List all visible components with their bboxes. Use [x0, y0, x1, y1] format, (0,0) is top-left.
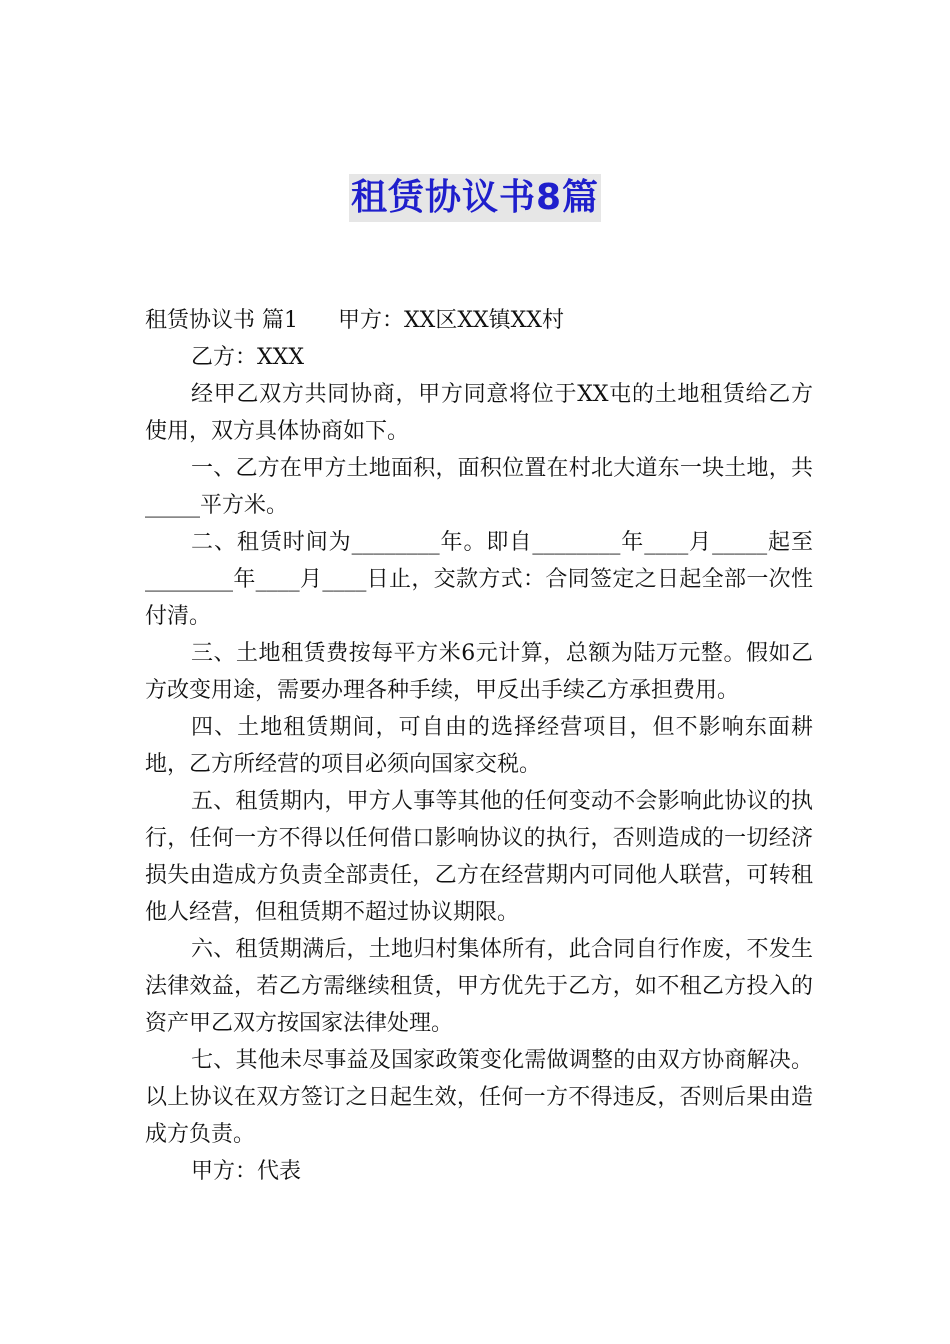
paragraph-intro: 经甲乙双方共同协商，甲方同意将位于XX屯的土地租赁给乙方使用，双方具体协商如下。 — [145, 382, 813, 444]
paragraph-clause-4: 四、土地租赁期间，可自由的选择经营项目，但不影响东面耕地，乙方所经营的项目必须向国家交税。 — [145, 715, 813, 777]
paragraph-clause-5: 五、租赁期内，甲方人事等其他的任何变动不会影响此协议的执行，任何一方不得以任何借口影响协议的执行，否则造成的一切经济损失由造成方负责全部责任，乙方在经营期内可同他人联营，可转租他人经营，但租赁期不超过协议期限。 — [145, 789, 813, 925]
document-title: 租赁协议书8篇 — [349, 174, 601, 222]
section-label: 租赁协议书 篇1 — [145, 308, 298, 333]
header-line — [145, 302, 813, 339]
party-a-address: 甲方：XX区XX镇XX村 — [338, 308, 564, 333]
paragraph-clause-6: 六、租赁期满后，土地归村集体所有，此合同自行作废，不发生法律效益，若乙方需继续租赁，甲方优先于乙方，如不租乙方投入的资产甲乙双方按国家法律处理。 — [145, 937, 813, 1036]
signature-party-a: 甲方：代表 — [191, 1159, 302, 1184]
paragraph-clause-2: 二、租赁时间为________年。即自________年____月_____起至________年____月____日止，交款方式：合同签定之日起全部一次性付清。 — [145, 530, 813, 629]
paragraph-clause-3: 三、土地租赁费按每平方米6元计算，总额为陆万元整。假如乙方改变用途，需要办理各种手续，甲反出手续乙方承担费用。 — [145, 641, 813, 703]
document-body — [145, 302, 813, 1190]
paragraph-clause-1: 一、乙方在甲方土地面积，面积位置在村北大道东一块土地，共_____平方米。 — [145, 456, 813, 518]
paragraph-party-b: 乙方：XXX — [191, 345, 304, 370]
title-container — [0, 174, 950, 222]
paragraph-clause-7: 七、其他未尽事益及国家政策变化需做调整的由双方协商解决。以上协议在双方签订之日起生效，任何一方不得违反，否则后果由造成方负责。 — [145, 1048, 813, 1147]
